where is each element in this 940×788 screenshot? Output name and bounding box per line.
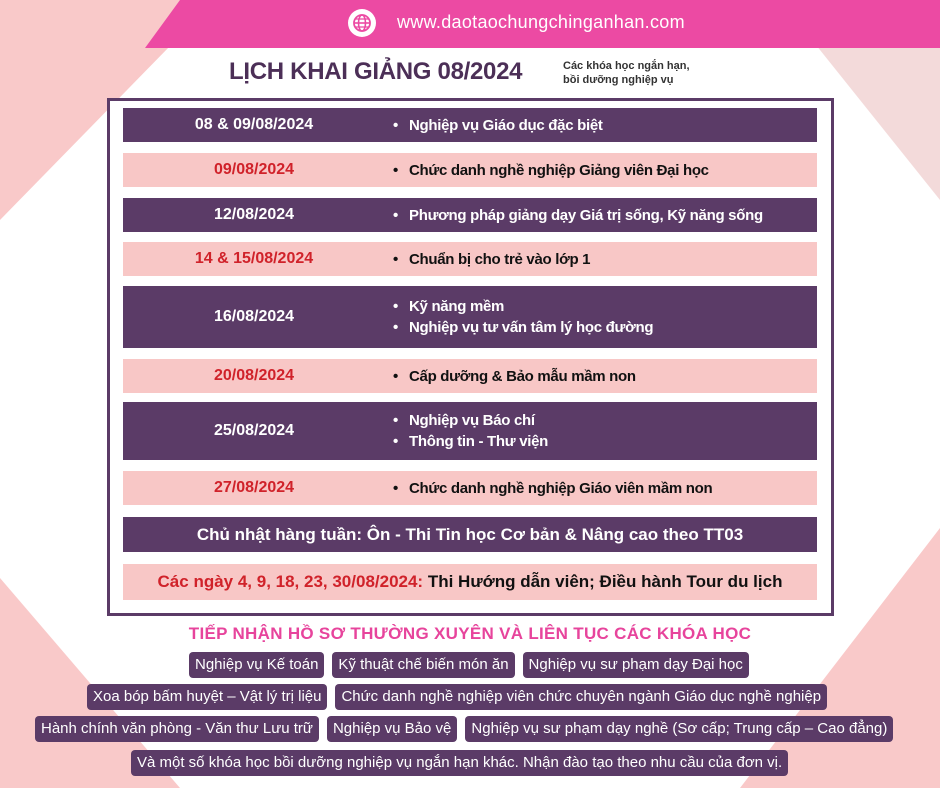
schedule-date: 09/08/2024 bbox=[213, 161, 295, 178]
course-list bbox=[385, 205, 763, 226]
schedule-row bbox=[123, 198, 817, 232]
course-tag: Chức danh nghề nghiệp viên chức chuyên ngành Giáo dục nghề nghiệp bbox=[335, 684, 827, 710]
schedule-date: 16/08/2024 bbox=[213, 308, 295, 325]
course-tags-row bbox=[131, 750, 788, 776]
schedule-date: 27/08/2024 bbox=[213, 479, 295, 496]
page-title: LỊCH KHAI GIẢNG 08/2024 bbox=[229, 58, 523, 85]
course-item: • Nghiệp vụ tư vấn tâm lý học đường bbox=[391, 317, 653, 338]
course-item: • Nghiệp vụ Báo chí bbox=[391, 410, 548, 431]
course-item: • Cấp dưỡng & Bảo mẫu mầm non bbox=[391, 366, 636, 387]
course-tag: Nghiệp vụ Bảo vệ bbox=[327, 716, 457, 742]
schedule-row bbox=[123, 153, 817, 187]
schedule-date: 12/08/2024 bbox=[213, 206, 295, 223]
course-tags-row bbox=[35, 716, 893, 742]
sunday-note bbox=[123, 517, 817, 552]
schedule-row bbox=[123, 359, 817, 393]
course-tag: Nghiệp vụ Kế toán bbox=[189, 652, 324, 678]
course-list bbox=[385, 366, 636, 387]
course-tags-row bbox=[87, 684, 827, 710]
course-tag: Và một số khóa học bồi dưỡng nghiệp vụ ngắn hạn khác. Nhận đào tạo theo nhu cầu của đơn vị. bbox=[131, 750, 788, 776]
sunday-note-text: Chủ nhật hàng tuần: Ôn - Thi Tin học Cơ bản & Nâng cao theo TT03 bbox=[196, 524, 744, 544]
course-item: • Thông tin - Thư viện bbox=[391, 431, 548, 452]
schedule-row bbox=[123, 471, 817, 505]
course-tag: Nghiệp vụ sư phạm dạy nghề (Sơ cấp; Trung cấp – Cao đẳng) bbox=[465, 716, 893, 742]
schedule-date: 25/08/2024 bbox=[213, 422, 295, 439]
course-item: • Chuẩn bị cho trẻ vào lớp 1 bbox=[391, 249, 590, 270]
course-list bbox=[385, 296, 653, 338]
schedule-date: 14 & 15/08/2024 bbox=[194, 250, 314, 267]
schedule-row bbox=[123, 402, 817, 460]
website-url[interactable]: www.daotaochungchinganhan.com bbox=[397, 12, 685, 32]
course-tag: Kỹ thuật chế biến món ăn bbox=[332, 652, 514, 678]
subtitle-line: bồi dưỡng nghiệp vụ bbox=[563, 74, 674, 86]
schedule-row bbox=[123, 286, 817, 348]
course-item: • Nghiệp vụ Giáo dục đặc biệt bbox=[391, 115, 603, 136]
course-item: • Phương pháp giảng dạy Giá trị sống, Kỹ năng sống bbox=[391, 205, 763, 226]
course-item: • Chức danh nghề nghiệp Giảng viên Đại học bbox=[391, 160, 709, 181]
guide-exam-note bbox=[123, 564, 817, 600]
globe-icon bbox=[348, 9, 376, 37]
course-list bbox=[385, 115, 603, 136]
course-list bbox=[385, 478, 712, 499]
reception-title: TIẾP NHẬN HỒ SƠ THƯỜNG XUYÊN VÀ LIÊN TỤC CÁC KHÓA HỌC bbox=[188, 624, 752, 643]
course-tag: Xoa bóp bấm huyệt – Vật lý trị liệu bbox=[87, 684, 327, 710]
page-subtitle bbox=[563, 59, 690, 87]
guide-exam-dates: Các ngày 4, 9, 18, 23, 30/08/2024: bbox=[157, 572, 424, 591]
course-item: • Kỹ năng mềm bbox=[391, 296, 653, 317]
subtitle-line: Các khóa học ngắn hạn, bbox=[563, 60, 690, 72]
course-list bbox=[385, 249, 590, 270]
schedule-date: 20/08/2024 bbox=[213, 367, 295, 384]
guide-exam-text: Thi Hướng dẫn viên; Điều hành Tour du lịch bbox=[423, 572, 783, 591]
schedule-row bbox=[123, 242, 817, 276]
schedule-row bbox=[123, 108, 817, 142]
course-tags-row bbox=[189, 652, 749, 678]
course-item: • Chức danh nghề nghiệp Giáo viên mầm non bbox=[391, 478, 712, 499]
schedule-date: 08 & 09/08/2024 bbox=[194, 116, 314, 133]
course-list bbox=[385, 160, 709, 181]
course-tag: Hành chính văn phòng - Văn thư Lưu trữ bbox=[35, 716, 319, 742]
course-list bbox=[385, 410, 548, 452]
course-tag: Nghiệp vụ sư phạm dạy Đại học bbox=[523, 652, 749, 678]
